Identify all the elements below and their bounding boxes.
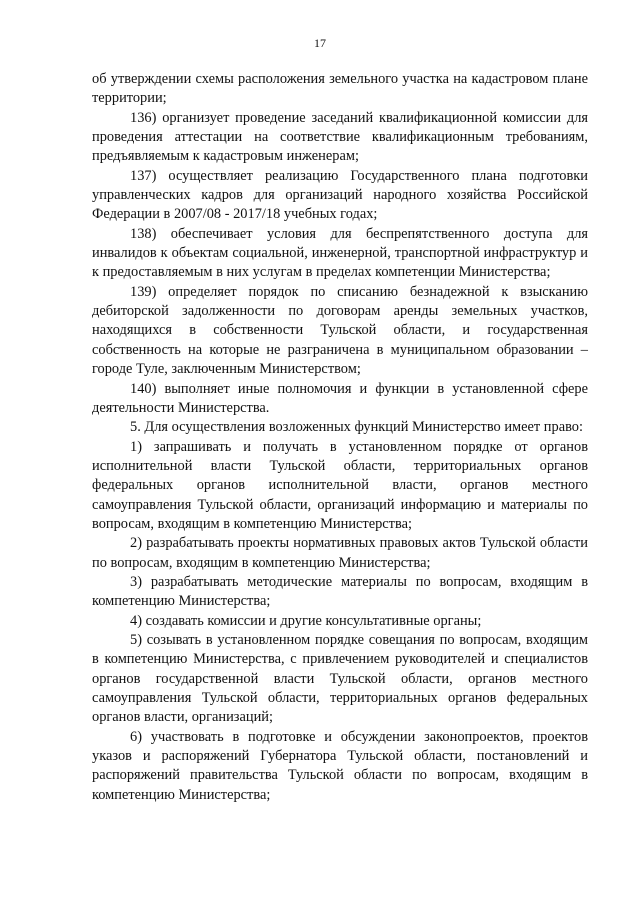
paragraph: 5) созывать в установленном порядке совещания по вопросам, входящим в компетенцию Министерства, с привлечением руководителей и специалистов органов государственной власти Тульской области, органов местного самоуправления Тульской области, территориальных органов федеральных органов власти, организаций;	[92, 631, 588, 726]
paragraph: 140) выполняет иные полномочия и функции в установленной сфере деятельности Министерства.	[92, 380, 588, 416]
paragraph: 137) осуществляет реализацию Государственного плана подготовки управленческих кадров для организаций народного хозяйства Российской Федерации в 2007/08 - 2017/18 учебных годах;	[92, 167, 588, 223]
paragraph: 5. Для осуществления возложенных функций Министерство имеет право:	[130, 419, 583, 436]
page-number: 17	[314, 36, 326, 50]
paragraph: 3) разрабатывать методические материалы по вопросам, входящим в компетенцию Министерства;	[92, 573, 588, 610]
document-body	[92, 70, 588, 805]
paragraph: 4) создавать комиссии и другие консультативные органы;	[130, 612, 482, 629]
paragraph: 138) обеспечивает условия для беспрепятственного доступа для инвалидов к объектам социальной, инженерной, транспортной инфраструктур и к предоставляемым в них услугам в пределах компетенции Министерства;	[92, 225, 588, 281]
paragraph: 139) определяет порядок по списанию безнадежной к взысканию дебиторской задолженности по договорам аренды земельных участков, находящихся в собственности Тульской области, и государственная собственность на которые не разграничена в муниципальном образовании – городе Туле, заключенным Министерством;	[92, 283, 588, 378]
paragraph: 1) запрашивать и получать в установленном порядке от органов исполнительной власти Тульской области, территориальных органов федеральных органов исполнительной власти, органов местного самоуправления Тульской области, организаций информацию и материалы по вопросам, входящим в компетенцию Министерства;	[92, 438, 588, 532]
paragraph: 136) организует проведение заседаний квалификационной комиссии для проведения аттестации на соответствие квалификационным требованиям, предъявляемым к кадастровым инженерам;	[92, 109, 588, 165]
paragraph: 2) разрабатывать проекты нормативных правовых актов Тульской области по вопросам, входящим в компетенцию Министерства;	[92, 535, 588, 571]
paragraph: об утверждении схемы расположения земельного участка на кадастровом плане территории;	[92, 71, 588, 107]
paragraph: 6) участвовать в подготовке и обсуждении законопроектов, проектов указов и распоряжений Губернатора Тульской области, постановлений и распоряжений правительства Тульской области по вопросам, входящим в компетенцию Министерства;	[92, 728, 588, 803]
